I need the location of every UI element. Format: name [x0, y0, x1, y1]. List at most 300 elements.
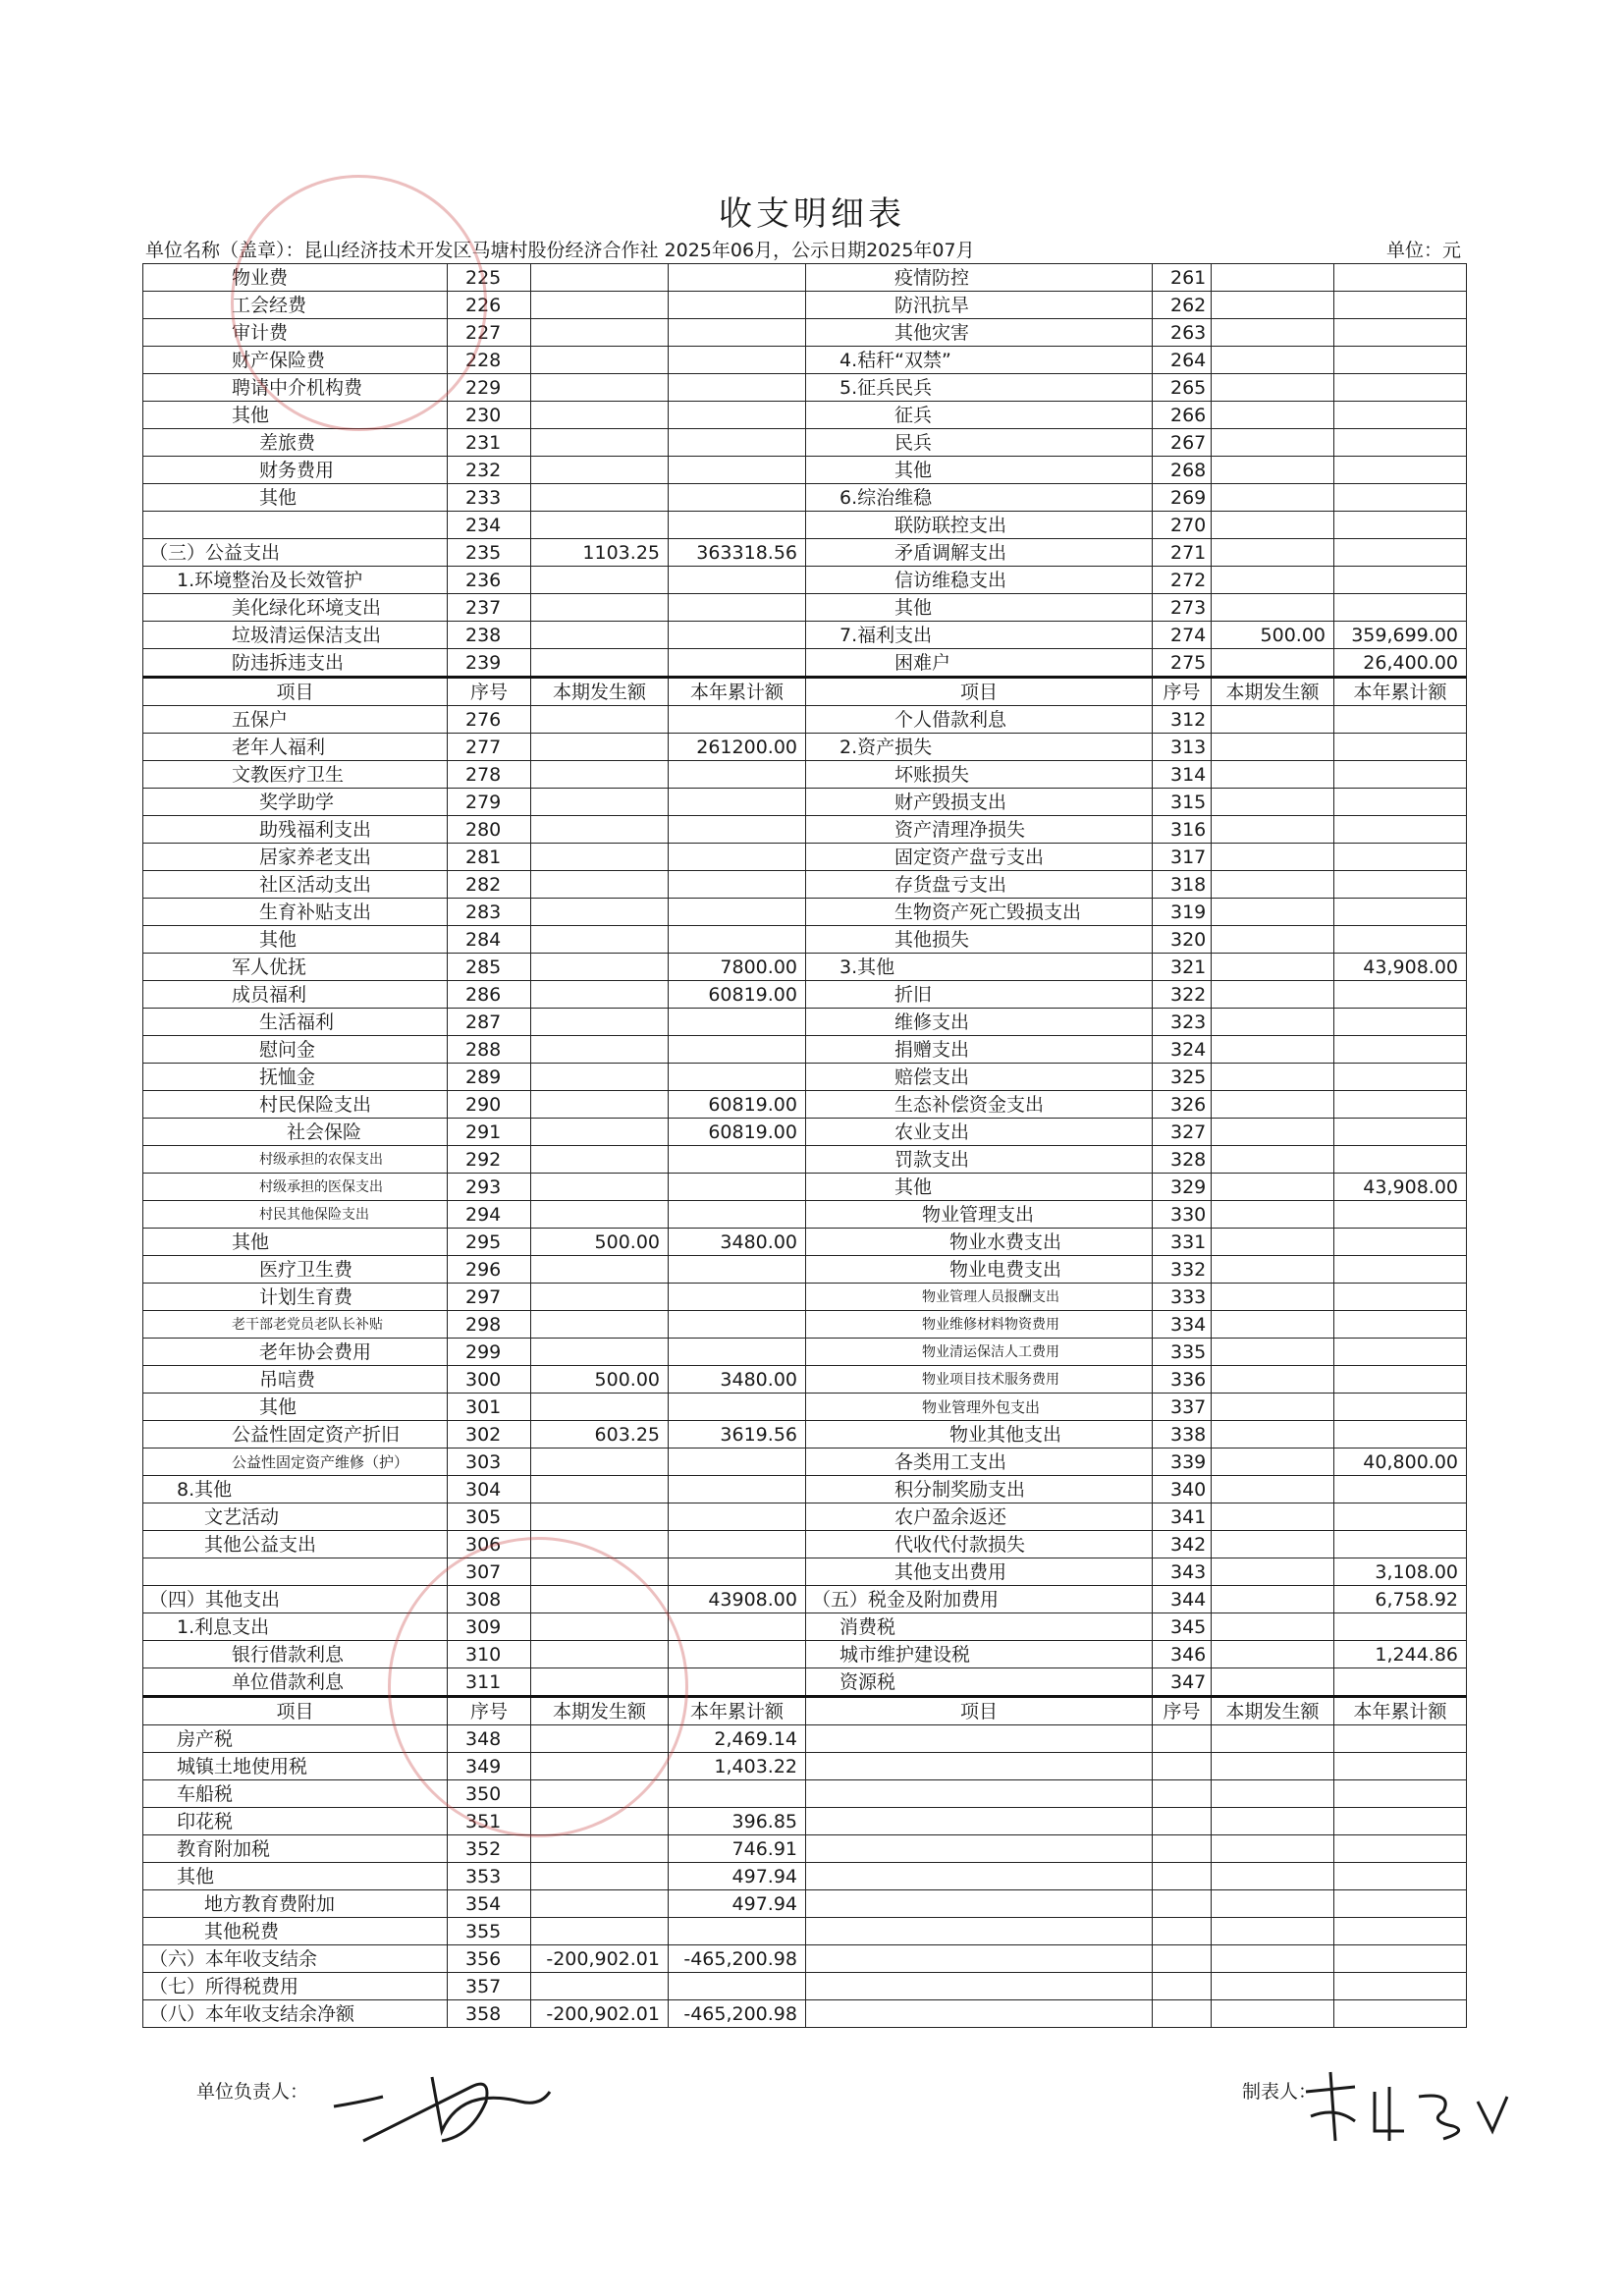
left-period-amount	[531, 374, 669, 402]
right-seq: 273	[1153, 594, 1212, 622]
right-ytd-amount	[1334, 844, 1467, 871]
left-seq: 231	[448, 429, 531, 457]
right-item-name: 困难户	[806, 649, 1153, 678]
right-item-name: 生态补偿资金支出	[806, 1091, 1153, 1119]
left-period-amount	[531, 1808, 669, 1835]
left-ytd-amount: 396.85	[669, 1808, 806, 1835]
table-row	[143, 1064, 1467, 1091]
left-ytd-amount	[669, 1531, 806, 1558]
table-row	[143, 347, 1467, 374]
right-seq: 322	[1153, 981, 1212, 1009]
right-ytd-amount	[1334, 2000, 1467, 2028]
left-seq: 310	[448, 1641, 531, 1668]
right-ytd-amount	[1334, 1503, 1467, 1531]
left-item-name: 老年协会费用	[143, 1339, 448, 1366]
right-item-name	[806, 1863, 1153, 1890]
left-ytd-amount	[669, 706, 806, 734]
report-header	[145, 236, 1461, 261]
right-seq: 341	[1153, 1503, 1212, 1531]
right-item-name: 农业支出	[806, 1119, 1153, 1146]
left-item-name: 助残福利支出	[143, 816, 448, 844]
table-row	[143, 1808, 1467, 1835]
left-ytd-amount: 497.94	[669, 1863, 806, 1890]
right-ytd-amount: 43,908.00	[1334, 954, 1467, 981]
right-ytd-amount	[1334, 1668, 1467, 1697]
left-ytd-amount: 3619.56	[669, 1421, 806, 1449]
left-seq: 232	[448, 457, 531, 484]
right-seq: 271	[1153, 539, 1212, 567]
right-ytd-amount	[1334, 1835, 1467, 1863]
left-item-name: 文教医疗卫生	[143, 761, 448, 789]
right-seq: 329	[1153, 1174, 1212, 1201]
left-seq: 290	[448, 1091, 531, 1119]
left-item-name: 财务费用	[143, 457, 448, 484]
right-period-amount	[1212, 1558, 1334, 1586]
right-seq: 266	[1153, 402, 1212, 429]
left-period-amount	[531, 1256, 669, 1284]
left-ytd-amount	[669, 844, 806, 871]
right-ytd-amount	[1334, 374, 1467, 402]
right-period-amount	[1212, 1945, 1334, 1973]
left-seq: 283	[448, 899, 531, 926]
page-title: 收支明细表	[719, 194, 905, 234]
left-ytd-amount	[669, 1174, 806, 1201]
left-item-name: 吊唁费	[143, 1366, 448, 1394]
left-seq: 278	[448, 761, 531, 789]
right-item-name: 其他灾害	[806, 319, 1153, 347]
left-seq: 294	[448, 1201, 531, 1229]
left-item-name: 物业费	[143, 264, 448, 292]
right-period-amount	[1212, 1064, 1334, 1091]
left-seq: 284	[448, 926, 531, 954]
left-item-name: 老年人福利	[143, 734, 448, 761]
right-ytd-amount	[1334, 347, 1467, 374]
left-seq: 295	[448, 1229, 531, 1256]
left-ytd-amount	[669, 1256, 806, 1284]
table-row	[143, 926, 1467, 954]
left-period-amount	[531, 789, 669, 816]
left-ytd-amount	[669, 649, 806, 678]
right-period-amount	[1212, 1863, 1334, 1890]
left-ytd-amount	[669, 512, 806, 539]
left-item-name: 其他公益支出	[143, 1531, 448, 1558]
table-row	[143, 1256, 1467, 1284]
right-period-amount	[1212, 1668, 1334, 1697]
right-seq: 315	[1153, 789, 1212, 816]
left-period-amount	[531, 1668, 669, 1697]
left-seq: 227	[448, 319, 531, 347]
table-row	[143, 899, 1467, 926]
right-ytd-amount	[1334, 1119, 1467, 1146]
left-seq: 286	[448, 981, 531, 1009]
right-period-amount	[1212, 1174, 1334, 1201]
left-ytd-amount	[669, 484, 806, 512]
header-period: 本期发生额	[1212, 1697, 1334, 1725]
right-item-name: 城市维护建设税	[806, 1641, 1153, 1668]
left-seq: 353	[448, 1863, 531, 1890]
right-seq: 336	[1153, 1366, 1212, 1394]
left-seq: 306	[448, 1531, 531, 1558]
right-ytd-amount	[1334, 789, 1467, 816]
left-seq: 287	[448, 1009, 531, 1036]
left-period-amount	[531, 706, 669, 734]
right-seq: 316	[1153, 816, 1212, 844]
left-seq: 234	[448, 512, 531, 539]
right-item-name: 坏账损失	[806, 761, 1153, 789]
left-seq: 292	[448, 1146, 531, 1174]
table-row	[143, 1146, 1467, 1174]
right-item-name: 矛盾调解支出	[806, 539, 1153, 567]
right-period-amount	[1212, 761, 1334, 789]
right-seq: 330	[1153, 1201, 1212, 1229]
ledger-table	[142, 263, 1467, 2028]
right-item-name: 其他	[806, 1174, 1153, 1201]
right-period-amount	[1212, 484, 1334, 512]
right-ytd-amount	[1334, 1421, 1467, 1449]
right-ytd-amount	[1334, 429, 1467, 457]
left-period-amount	[531, 1503, 669, 1531]
table-row	[143, 1945, 1467, 1973]
right-seq: 263	[1153, 319, 1212, 347]
right-ytd-amount: 3,108.00	[1334, 1558, 1467, 1586]
left-period-amount	[531, 649, 669, 678]
left-ytd-amount: 60819.00	[669, 1091, 806, 1119]
left-ytd-amount	[669, 1641, 806, 1668]
right-period-amount	[1212, 1421, 1334, 1449]
right-item-name: 联防联控支出	[806, 512, 1153, 539]
left-seq: 280	[448, 816, 531, 844]
right-seq: 275	[1153, 649, 1212, 678]
left-period-amount	[531, 1753, 669, 1780]
table-row	[143, 1449, 1467, 1476]
right-item-name	[806, 1780, 1153, 1808]
left-ytd-amount	[669, 816, 806, 844]
left-item-name: 其他	[143, 1229, 448, 1256]
left-seq: 235	[448, 539, 531, 567]
right-seq: 264	[1153, 347, 1212, 374]
right-seq: 340	[1153, 1476, 1212, 1503]
left-period-amount	[531, 1558, 669, 1586]
left-period-amount: 1103.25	[531, 539, 669, 567]
left-seq: 229	[448, 374, 531, 402]
right-item-name: 生物资产死亡毁损支出	[806, 899, 1153, 926]
right-seq: 261	[1153, 264, 1212, 292]
table-row	[143, 484, 1467, 512]
left-period-amount	[531, 1146, 669, 1174]
right-seq	[1153, 1863, 1212, 1890]
right-seq	[1153, 1753, 1212, 1780]
right-period-amount	[1212, 926, 1334, 954]
right-seq	[1153, 2000, 1212, 2028]
left-seq: 282	[448, 871, 531, 899]
left-period-amount	[531, 761, 669, 789]
right-ytd-amount: 43,908.00	[1334, 1174, 1467, 1201]
right-seq: 331	[1153, 1229, 1212, 1256]
left-seq: 356	[448, 1945, 531, 1973]
left-seq: 281	[448, 844, 531, 871]
right-period-amount	[1212, 1503, 1334, 1531]
right-item-name: 6.综治维稳	[806, 484, 1153, 512]
left-seq: 355	[448, 1918, 531, 1945]
header-ytd: 本年累计额	[1334, 1697, 1467, 1725]
right-ytd-amount	[1334, 512, 1467, 539]
left-ytd-amount	[669, 1918, 806, 1945]
left-seq: 225	[448, 264, 531, 292]
left-ytd-amount	[669, 429, 806, 457]
left-item-name: 其他	[143, 926, 448, 954]
right-ytd-amount	[1334, 1945, 1467, 1973]
right-item-name	[806, 2000, 1153, 2028]
left-item-name: 聘请中介机构费	[143, 374, 448, 402]
left-item-name: 慰问金	[143, 1036, 448, 1064]
table-row	[143, 1229, 1467, 1256]
right-ytd-amount	[1334, 1863, 1467, 1890]
left-item-name: （七）所得税费用	[143, 1973, 448, 2000]
table-row	[143, 567, 1467, 594]
right-ytd-amount: 26,400.00	[1334, 649, 1467, 678]
left-period-amount	[531, 1918, 669, 1945]
right-ytd-amount: 6,758.92	[1334, 1586, 1467, 1613]
left-ytd-amount	[669, 374, 806, 402]
right-seq: 323	[1153, 1009, 1212, 1036]
right-period-amount	[1212, 1229, 1334, 1256]
right-period-amount	[1212, 706, 1334, 734]
left-seq: 237	[448, 594, 531, 622]
left-period-amount	[531, 1174, 669, 1201]
right-ytd-amount	[1334, 457, 1467, 484]
table-row	[143, 457, 1467, 484]
right-ytd-amount: 40,800.00	[1334, 1449, 1467, 1476]
left-seq: 285	[448, 954, 531, 981]
table-row	[143, 539, 1467, 567]
right-seq: 347	[1153, 1668, 1212, 1697]
left-item-name: 社区活动支出	[143, 871, 448, 899]
header-item: 项目	[143, 1697, 448, 1725]
table-row	[143, 1558, 1467, 1586]
right-seq: 274	[1153, 622, 1212, 649]
right-item-name: 其他损失	[806, 926, 1153, 954]
left-seq: 358	[448, 2000, 531, 2028]
right-seq	[1153, 1918, 1212, 1945]
left-item-name: 公益性固定资产维修（护）	[143, 1449, 448, 1476]
table-row	[143, 264, 1467, 292]
table-row	[143, 1613, 1467, 1641]
table-row	[143, 1725, 1467, 1753]
table-row	[143, 1586, 1467, 1613]
left-item-name: 居家养老支出	[143, 844, 448, 871]
right-period-amount	[1212, 1366, 1334, 1394]
left-item-name: 车船税	[143, 1780, 448, 1808]
header-period: 本期发生额	[531, 1697, 669, 1725]
right-ytd-amount	[1334, 1256, 1467, 1284]
right-seq: 342	[1153, 1531, 1212, 1558]
right-ytd-amount	[1334, 319, 1467, 347]
table-row	[143, 1174, 1467, 1201]
left-period-amount	[531, 622, 669, 649]
table-row	[143, 594, 1467, 622]
right-seq: 318	[1153, 871, 1212, 899]
left-ytd-amount: 746.91	[669, 1835, 806, 1863]
left-seq: 233	[448, 484, 531, 512]
right-period-amount	[1212, 1586, 1334, 1613]
right-period-amount	[1212, 981, 1334, 1009]
left-item-name: （六）本年收支结余	[143, 1945, 448, 1973]
left-ytd-amount: 363318.56	[669, 539, 806, 567]
right-seq	[1153, 1835, 1212, 1863]
right-item-name: 物业维修材料物资费用	[806, 1311, 1153, 1339]
right-period-amount	[1212, 567, 1334, 594]
right-seq: 328	[1153, 1146, 1212, 1174]
currency-unit: 单位：元	[1385, 240, 1461, 261]
left-seq: 291	[448, 1119, 531, 1146]
left-ytd-amount	[669, 1668, 806, 1697]
header-ytd: 本年累计额	[669, 678, 806, 706]
left-seq: 302	[448, 1421, 531, 1449]
column-header-row	[143, 678, 1467, 706]
left-period-amount	[531, 1613, 669, 1641]
right-period-amount	[1212, 1284, 1334, 1311]
left-item-name: 村民保险支出	[143, 1091, 448, 1119]
right-ytd-amount	[1334, 734, 1467, 761]
left-ytd-amount: 60819.00	[669, 981, 806, 1009]
left-period-amount: 500.00	[531, 1366, 669, 1394]
right-seq: 339	[1153, 1449, 1212, 1476]
right-item-name: 固定资产盘亏支出	[806, 844, 1153, 871]
right-period-amount	[1212, 1918, 1334, 1945]
left-ytd-amount	[669, 761, 806, 789]
table-row	[143, 1339, 1467, 1366]
right-period-amount	[1212, 954, 1334, 981]
left-seq: 304	[448, 1476, 531, 1503]
left-seq: 293	[448, 1174, 531, 1201]
left-item-name	[143, 512, 448, 539]
left-period-amount	[531, 1863, 669, 1890]
right-period-amount	[1212, 1311, 1334, 1339]
left-seq: 350	[448, 1780, 531, 1808]
left-ytd-amount	[669, 1064, 806, 1091]
right-ytd-amount	[1334, 1091, 1467, 1119]
table-row	[143, 1284, 1467, 1311]
left-item-name: 美化绿化环境支出	[143, 594, 448, 622]
right-period-amount	[1212, 734, 1334, 761]
left-seq: 276	[448, 706, 531, 734]
right-ytd-amount	[1334, 1229, 1467, 1256]
header-item: 项目	[143, 678, 448, 706]
right-period-amount	[1212, 1091, 1334, 1119]
right-period-amount	[1212, 844, 1334, 871]
left-seq: 279	[448, 789, 531, 816]
left-ytd-amount: 3480.00	[669, 1366, 806, 1394]
right-item-name: 维修支出	[806, 1009, 1153, 1036]
left-period-amount	[531, 1091, 669, 1119]
table-row	[143, 1531, 1467, 1558]
right-period-amount	[1212, 264, 1334, 292]
right-item-name: 罚款支出	[806, 1146, 1153, 1174]
right-seq	[1153, 1725, 1212, 1753]
right-seq	[1153, 1945, 1212, 1973]
left-item-name: 防违拆违支出	[143, 649, 448, 678]
right-seq: 321	[1153, 954, 1212, 981]
left-item-name: 村级承担的医保支出	[143, 1174, 448, 1201]
table-row	[143, 871, 1467, 899]
right-seq	[1153, 1780, 1212, 1808]
left-seq: 348	[448, 1725, 531, 1753]
right-ytd-amount	[1334, 1394, 1467, 1421]
header-period: 本期发生额	[1212, 678, 1334, 706]
left-seq: 298	[448, 1311, 531, 1339]
left-ytd-amount	[669, 1339, 806, 1366]
table-row	[143, 1036, 1467, 1064]
left-seq: 238	[448, 622, 531, 649]
right-ytd-amount	[1334, 926, 1467, 954]
table-row	[143, 1918, 1467, 1945]
right-period-amount	[1212, 899, 1334, 926]
left-seq: 288	[448, 1036, 531, 1064]
left-item-name: 五保户	[143, 706, 448, 734]
right-ytd-amount	[1334, 1339, 1467, 1366]
right-item-name	[806, 1918, 1153, 1945]
table-row	[143, 1973, 1467, 2000]
left-item-name: 工会经费	[143, 292, 448, 319]
header-seq: 序号	[1153, 678, 1212, 706]
left-period-amount	[531, 264, 669, 292]
left-seq: 296	[448, 1256, 531, 1284]
right-item-name: 代收代付款损失	[806, 1531, 1153, 1558]
right-seq: 344	[1153, 1586, 1212, 1613]
left-ytd-amount	[669, 1311, 806, 1339]
table-row	[143, 761, 1467, 789]
left-item-name: 老干部老党员老队长补贴	[143, 1311, 448, 1339]
left-ytd-amount: -465,200.98	[669, 2000, 806, 2028]
right-period-amount	[1212, 789, 1334, 816]
right-seq: 327	[1153, 1119, 1212, 1146]
left-seq: 239	[448, 649, 531, 678]
right-seq: 346	[1153, 1641, 1212, 1668]
right-seq: 270	[1153, 512, 1212, 539]
table-row	[143, 981, 1467, 1009]
right-item-name	[806, 1945, 1153, 1973]
right-period-amount	[1212, 1641, 1334, 1668]
left-item-name: 审计费	[143, 319, 448, 347]
left-item-name: 社会保险	[143, 1119, 448, 1146]
right-seq: 313	[1153, 734, 1212, 761]
left-seq: 307	[448, 1558, 531, 1586]
left-item-name: 文艺活动	[143, 1503, 448, 1531]
left-seq: 354	[448, 1890, 531, 1918]
left-period-amount	[531, 1394, 669, 1421]
header-seq: 序号	[1153, 1697, 1212, 1725]
left-item-name: 其他	[143, 1394, 448, 1421]
left-seq: 277	[448, 734, 531, 761]
left-period-amount	[531, 871, 669, 899]
left-ytd-amount: 3480.00	[669, 1229, 806, 1256]
left-period-amount	[531, 567, 669, 594]
right-seq: 334	[1153, 1311, 1212, 1339]
left-item-name: 城镇土地使用税	[143, 1753, 448, 1780]
table-row	[143, 1201, 1467, 1229]
left-ytd-amount	[669, 1394, 806, 1421]
left-period-amount	[531, 899, 669, 926]
right-item-name: 5.征兵民兵	[806, 374, 1153, 402]
left-seq: 311	[448, 1668, 531, 1697]
right-seq: 312	[1153, 706, 1212, 734]
left-ytd-amount	[669, 1780, 806, 1808]
table-row	[143, 1835, 1467, 1863]
right-period-amount	[1212, 1835, 1334, 1863]
left-ytd-amount	[669, 1009, 806, 1036]
right-period-amount	[1212, 1449, 1334, 1476]
left-item-name: 印花税	[143, 1808, 448, 1835]
